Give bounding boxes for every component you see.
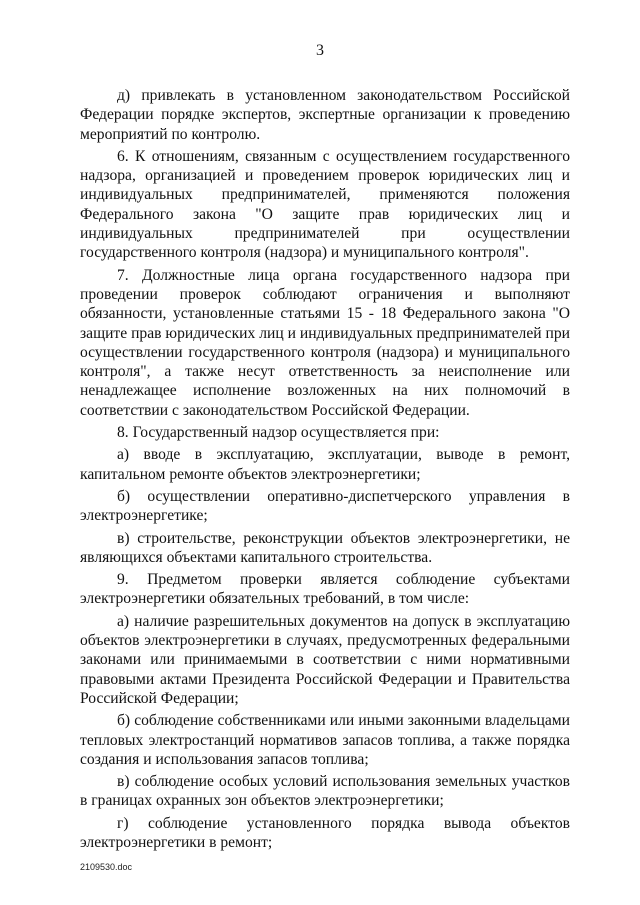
- document-body: [80, 86, 570, 853]
- paragraph-8b: б) осуществлении оперативно-диспетчерского управления в электроэнергетике;: [80, 487, 570, 525]
- page-number: 3: [316, 42, 324, 59]
- paragraph-7-officials: 7. Должностные лица органа государственного надзора при проведении проверок соблюдают ограничения и выполняют обязанности, установленные статьями 15 - 18 Федерального закона "О защите прав юридических лиц и индивидуальных предпринимателей при осуществлении государственного контроля (надзора) и муниципального контроля", а также несут ответственность за неисполнение или ненадлежащее исполнение возложенных на них полномочий в соответствии с законодательством Российской Федерации.: [80, 266, 570, 419]
- paragraph-9b: б) соблюдение собственниками или иными законными владельцами тепловых электростанций нормативов запасов топлива, а также порядка создания и использования запасов топлива;: [80, 712, 570, 768]
- paragraph-8a: а) вводе в эксплуатацию, эксплуатации, выводе в ремонт, капитальном ремонте объектов электроэнергетики;: [80, 446, 570, 483]
- paragraph-9d: г) соблюдение установленного порядка вывода объектов электроэнергетики в ремонт;: [80, 814, 570, 851]
- paragraph-9a: а) наличие разрешительных документов на допуск в эксплуатацию объектов электроэнергетики в случаях, предусмотренных федеральными законами или принимаемыми в соответствии с ними нормативными правовыми актами Президента Российской Федерации и Правительства Российской Федерации;: [80, 612, 570, 707]
- paragraph-8-supervision: 8. Государственный надзор осуществляется при:: [117, 424, 440, 442]
- paragraph-9c: в) соблюдение особых условий использования земельных участков в границах охранных зон объектов электроэнергетики;: [80, 773, 570, 810]
- paragraph-9-subject: 9. Предметом проверки является соблюдение субъектами электроэнергетики обязательных требований, в том числе:: [80, 571, 570, 608]
- paragraph-6-relations: 6. К отношениям, связанным с осуществлением государственного надзора, организацией и проведением проверок юридических лиц и индивидуальных предпринимателей, применяются положения Федерального закона "О защите прав юридических лиц и индивидуальных предпринимателей при осуществлении государственного контроля (надзора) и муниципального контроля".: [80, 147, 570, 262]
- document-filename: 2109530.doc: [80, 862, 133, 872]
- paragraph-d-experts: д) привлекать в установленном законодательством Российской Федерации порядке экспертов, экспертные организации к проведению мероприятий по контролю.: [80, 87, 570, 143]
- paragraph-8c: в) строительстве, реконструкции объектов электроэнергетики, не являющихся объектами капитального строительства.: [80, 529, 570, 566]
